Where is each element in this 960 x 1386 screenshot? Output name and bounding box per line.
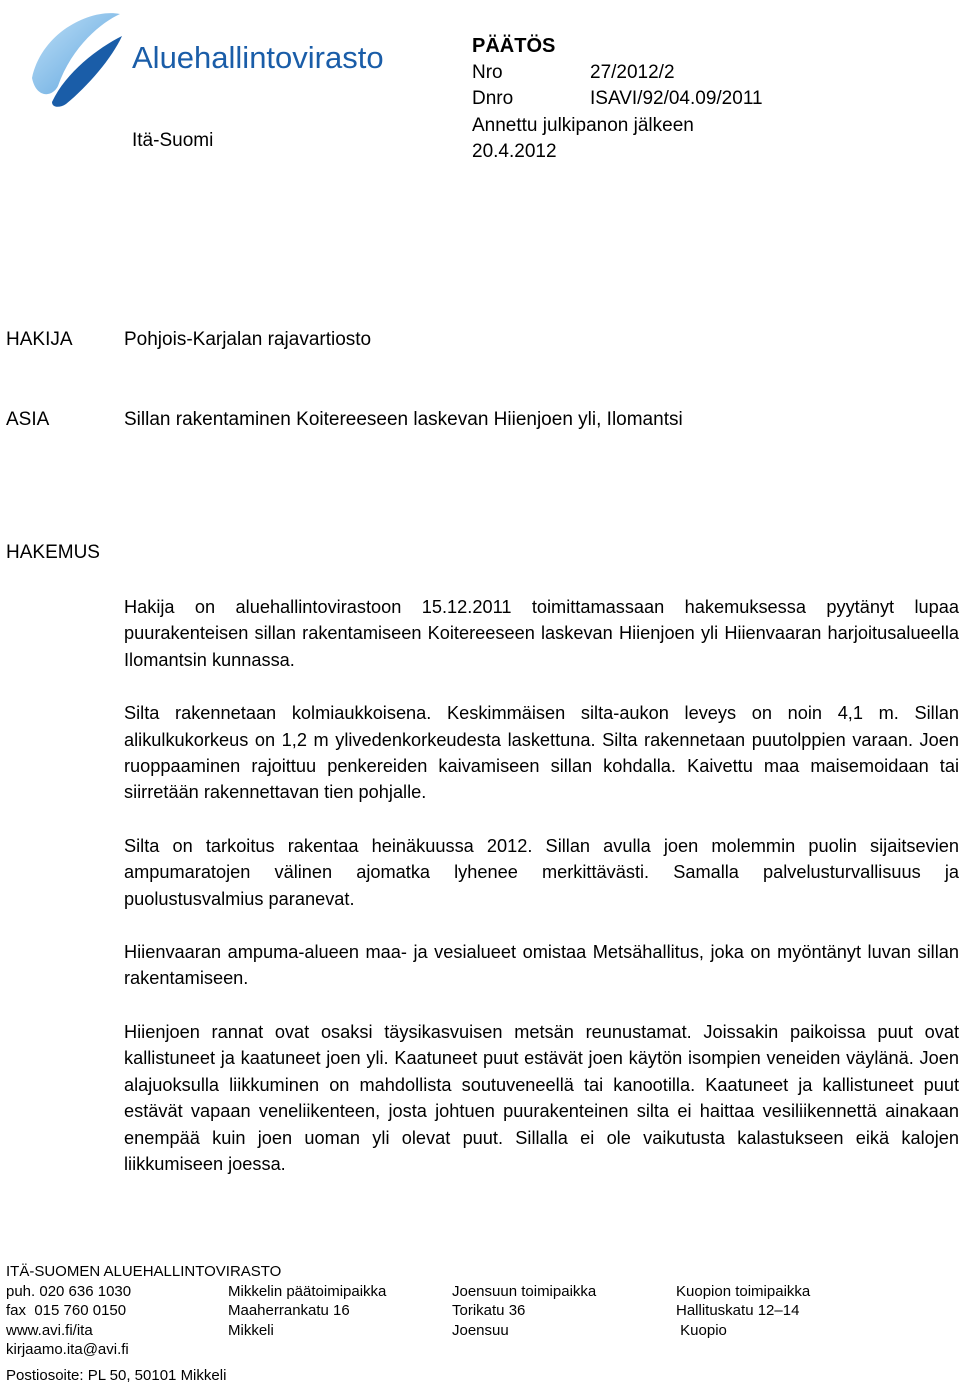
- footer-office-street: Hallituskatu 12–14: [676, 1302, 800, 1320]
- footer-office-city: Kuopio: [676, 1321, 727, 1339]
- agency-logo: [22, 6, 392, 116]
- footer-office-city: Mikkeli: [228, 1321, 274, 1339]
- issued-date: 20.4.2012: [472, 141, 557, 162]
- application-body: [124, 594, 959, 1204]
- page-footer: [6, 1262, 956, 1386]
- footer-joensuu-column: [452, 1282, 676, 1360]
- region-name: Itä-Suomi: [132, 130, 214, 151]
- logo-swoosh-icon: [22, 6, 392, 116]
- hakija-value: Pohjois-Karjalan rajavartiosto: [124, 329, 372, 350]
- body-paragraph: Hiienvaaran ampuma-alueen maa- ja vesialueet omistaa Metsähallitus, joka on myöntänyt luvan sillan rakentamiseen.: [124, 942, 959, 989]
- footer-mikkeli-column: [228, 1282, 452, 1360]
- asia-value: Sillan rakentaminen Koitereeseen laskevan Hiienjoen yli, Ilomantsi: [124, 409, 683, 430]
- dnro-row: [472, 86, 832, 113]
- footer-office-name: Joensuun toimipaikka: [452, 1282, 597, 1300]
- hakemus-label: HAKEMUS: [6, 542, 100, 563]
- footer-phone: puh. 020 636 1030: [6, 1282, 132, 1300]
- footer-fax: fax 015 760 0150: [6, 1302, 127, 1320]
- footer-office-name: Mikkelin päätoimipaikka: [228, 1282, 387, 1300]
- nro-label: Nro: [472, 61, 503, 83]
- issued-label: Annettu julkipanon jälkeen: [472, 114, 694, 136]
- logo-wordmark: Aluehallintovirasto: [132, 40, 384, 75]
- body-paragraph: Silta rakennetaan kolmiaukkoisena. Keskimmäisen silta-aukon leveys on noin 4,1 m. Sillan alikulkukorkeus on 1,2 m ylivedenkorkeudesta laskettuna. Silta rakennetaan puutolppien varaan. Joen ruoppaaminen rajoittuu penkereiden kaivamiseen sillan kohdalla. Kaivettu maa maisemoidaan tai siirretään rakennettavan tien pohjalle.: [124, 703, 959, 803]
- footer-office-street: Maaherrankatu 16: [228, 1302, 350, 1320]
- footer-org: ITÄ-SUOMEN ALUEHALLINTOVIRASTO: [6, 1263, 282, 1280]
- footer-office-name: Kuopion toimipaikka: [676, 1282, 811, 1300]
- footer-office-street: Torikatu 36: [452, 1302, 526, 1320]
- body-paragraph: Hiienjoen rannat ovat osaksi täysikasvuisen metsän reunustamat. Joissakin paikoissa puut ovat kallistuneet ja kaatuneet joen yli. Kaatuneet puut estävät joen käytön isompien veneiden väylänä. Joen alajuoksulla liikkuminen on mahdollista soutuveneellä tai kanootilla. Kaatuneet ja kallistuneet puut estävät vapaan veneliikenteen, josta johtuen puurakenteinen silta ei haittaa vesiliikennettä ainakaan enempää kuin joen uoman yli olevat puut. Sillalla ei ole vaikutusta kalastukseen eikä kalojen liikkumiseen joessa.: [124, 1021, 959, 1174]
- dnro-value: ISAVI/92/04.09/2011: [590, 88, 763, 109]
- document-header: [472, 33, 832, 166]
- footer-contact-column: [6, 1282, 228, 1360]
- footer-website-link[interactable]: www.avi.fi/ita: [6, 1321, 93, 1339]
- body-paragraph: Hakija on aluehallintovirastoon 15.12.2011 toimittamassaan hakemuksessa pyytänyt lupaa puurakenteisen sillan rakentamiseen Koitereeseen laskevan Hiienjoen yli Hiienvaaran harjoitusalueella Ilomantsin kunnassa.: [124, 597, 959, 670]
- nro-row: [472, 60, 832, 87]
- asia-label: ASIA: [6, 409, 50, 430]
- dnro-label: Dnro: [472, 88, 514, 109]
- footer-email-link[interactable]: kirjaamo.ita@avi.fi: [6, 1341, 129, 1359]
- document-type: PÄÄTÖS: [472, 35, 556, 57]
- footer-office-city: Joensuu: [452, 1321, 509, 1339]
- nro-value: 27/2012/2: [590, 61, 675, 83]
- footer-postal-address: Postiosoite: PL 50, 50101 Mikkeli: [6, 1366, 227, 1384]
- footer-kuopio-column: [676, 1282, 900, 1360]
- hakija-label: HAKIJA: [6, 329, 73, 350]
- body-paragraph: Silta on tarkoitus rakentaa heinäkuussa 2012. Sillan avulla joen molemmin puolin sijaitsevien ampumaratojen välinen ajomatka lyhenee merkittävästi. Samalla palvelusturvallisuus ja puolustusvalmius paranevat.: [124, 835, 959, 909]
